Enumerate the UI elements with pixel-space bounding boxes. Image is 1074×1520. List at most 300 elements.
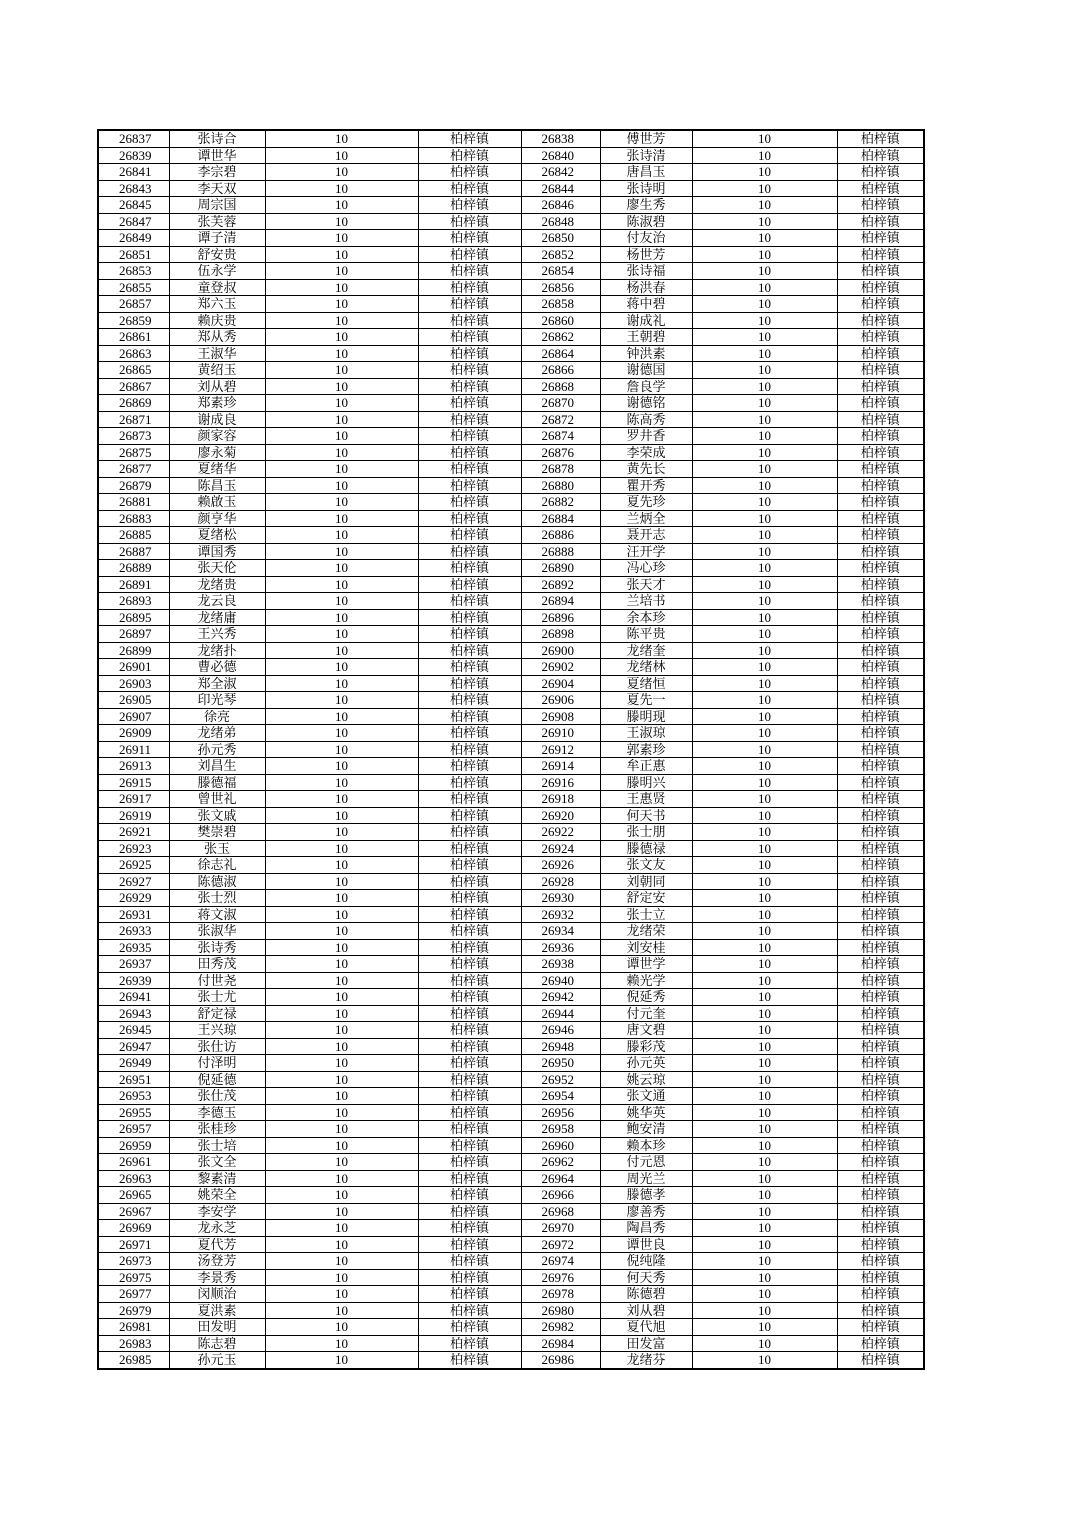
amount-cell: 10 (265, 1319, 418, 1336)
name-cell: 瞿开秀 (600, 477, 692, 494)
id-cell: 26841 (98, 164, 169, 181)
name-cell: 谢德国 (600, 362, 692, 379)
town-cell: 柏梓镇 (418, 279, 521, 296)
id-cell: 26839 (98, 147, 169, 164)
id-cell: 26912 (521, 741, 600, 758)
id-cell: 26982 (521, 1319, 600, 1336)
amount-cell: 10 (265, 1187, 418, 1204)
id-cell: 26893 (98, 593, 169, 610)
id-cell: 26847 (98, 213, 169, 230)
amount-cell: 10 (692, 774, 837, 791)
name-cell: 李景秀 (169, 1269, 265, 1286)
town-cell: 柏梓镇 (837, 510, 924, 527)
name-cell: 张士朋 (600, 824, 692, 841)
id-cell: 26845 (98, 197, 169, 214)
id-cell: 26899 (98, 642, 169, 659)
name-cell: 刘朝同 (600, 873, 692, 890)
id-cell: 26840 (521, 147, 600, 164)
name-cell: 鲍安清 (600, 1121, 692, 1138)
town-cell: 柏梓镇 (837, 1088, 924, 1105)
id-cell: 26874 (521, 428, 600, 445)
name-cell: 龙绪芬 (600, 1352, 692, 1369)
id-cell: 26915 (98, 774, 169, 791)
town-cell: 柏梓镇 (837, 246, 924, 263)
amount-cell: 10 (265, 527, 418, 544)
id-cell: 26975 (98, 1269, 169, 1286)
amount-cell: 10 (265, 279, 418, 296)
town-cell: 柏梓镇 (418, 642, 521, 659)
table-row (98, 1170, 924, 1187)
amount-cell: 10 (692, 1286, 837, 1303)
name-cell: 陈志碧 (169, 1335, 265, 1352)
name-cell: 张文全 (169, 1154, 265, 1171)
town-cell: 柏梓镇 (837, 477, 924, 494)
name-cell: 兰炳全 (600, 510, 692, 527)
amount-cell: 10 (692, 939, 837, 956)
table-row (98, 1335, 924, 1352)
name-cell: 余本珍 (600, 609, 692, 626)
amount-cell: 10 (692, 1038, 837, 1055)
town-cell: 柏梓镇 (837, 1220, 924, 1237)
id-cell: 26964 (521, 1170, 600, 1187)
town-cell: 柏梓镇 (837, 659, 924, 676)
id-cell: 26850 (521, 230, 600, 247)
id-cell: 26862 (521, 329, 600, 346)
name-cell: 王淑华 (169, 345, 265, 362)
name-cell: 张文友 (600, 857, 692, 874)
amount-cell: 10 (692, 626, 837, 643)
town-cell: 柏梓镇 (837, 378, 924, 395)
amount-cell: 10 (265, 708, 418, 725)
id-cell: 26909 (98, 725, 169, 742)
amount-cell: 10 (692, 477, 837, 494)
name-cell: 赖庆贵 (169, 312, 265, 329)
amount-cell: 10 (692, 708, 837, 725)
records-table (97, 129, 925, 1370)
amount-cell: 10 (692, 296, 837, 313)
table-row (98, 230, 924, 247)
table-row (98, 494, 924, 511)
id-cell: 26985 (98, 1352, 169, 1369)
id-cell: 26961 (98, 1154, 169, 1171)
id-cell: 26939 (98, 972, 169, 989)
town-cell: 柏梓镇 (418, 296, 521, 313)
name-cell: 蒋中碧 (600, 296, 692, 313)
town-cell: 柏梓镇 (837, 1187, 924, 1204)
table-row (98, 329, 924, 346)
town-cell: 柏梓镇 (418, 758, 521, 775)
name-cell: 陶昌秀 (600, 1220, 692, 1237)
town-cell: 柏梓镇 (837, 213, 924, 230)
name-cell: 李德玉 (169, 1104, 265, 1121)
table-row (98, 197, 924, 214)
name-cell: 谭国秀 (169, 543, 265, 560)
town-cell: 柏梓镇 (837, 296, 924, 313)
town-cell: 柏梓镇 (418, 1022, 521, 1039)
name-cell: 詹良学 (600, 378, 692, 395)
id-cell: 26920 (521, 807, 600, 824)
amount-cell: 10 (692, 1253, 837, 1270)
name-cell: 兰培书 (600, 593, 692, 610)
amount-cell: 10 (692, 1319, 837, 1336)
name-cell: 付世尧 (169, 972, 265, 989)
table-row (98, 1121, 924, 1138)
town-cell: 柏梓镇 (418, 857, 521, 874)
table-row (98, 296, 924, 313)
table-row (98, 428, 924, 445)
table-row (98, 1088, 924, 1105)
amount-cell: 10 (692, 230, 837, 247)
amount-cell: 10 (265, 609, 418, 626)
amount-cell: 10 (692, 1154, 837, 1171)
amount-cell: 10 (265, 444, 418, 461)
amount-cell: 10 (692, 675, 837, 692)
town-cell: 柏梓镇 (418, 807, 521, 824)
amount-cell: 10 (265, 824, 418, 841)
amount-cell: 10 (692, 741, 837, 758)
id-cell: 26983 (98, 1335, 169, 1352)
amount-cell: 10 (265, 1203, 418, 1220)
id-cell: 26865 (98, 362, 169, 379)
town-cell: 柏梓镇 (837, 494, 924, 511)
town-cell: 柏梓镇 (418, 494, 521, 511)
name-cell: 张诗合 (169, 130, 265, 147)
amount-cell: 10 (265, 1055, 418, 1072)
name-cell: 谢成良 (169, 411, 265, 428)
amount-cell: 10 (265, 989, 418, 1006)
id-cell: 26854 (521, 263, 600, 280)
town-cell: 柏梓镇 (418, 741, 521, 758)
table-row (98, 824, 924, 841)
town-cell: 柏梓镇 (418, 1104, 521, 1121)
amount-cell: 10 (692, 609, 837, 626)
town-cell: 柏梓镇 (837, 560, 924, 577)
amount-cell: 10 (265, 543, 418, 560)
table-row (98, 378, 924, 395)
amount-cell: 10 (692, 758, 837, 775)
town-cell: 柏梓镇 (837, 989, 924, 1006)
amount-cell: 10 (265, 1088, 418, 1105)
amount-cell: 10 (692, 1352, 837, 1369)
town-cell: 柏梓镇 (837, 593, 924, 610)
town-cell: 柏梓镇 (418, 1121, 521, 1138)
town-cell: 柏梓镇 (837, 1203, 924, 1220)
town-cell: 柏梓镇 (837, 345, 924, 362)
amount-cell: 10 (692, 1022, 837, 1039)
table-row (98, 626, 924, 643)
name-cell: 聂开志 (600, 527, 692, 544)
id-cell: 26886 (521, 527, 600, 544)
id-cell: 26930 (521, 890, 600, 907)
amount-cell: 10 (265, 395, 418, 412)
name-cell: 舒定安 (600, 890, 692, 907)
id-cell: 26923 (98, 840, 169, 857)
id-cell: 26877 (98, 461, 169, 478)
amount-cell: 10 (692, 576, 837, 593)
table-row (98, 1038, 924, 1055)
table-row (98, 972, 924, 989)
town-cell: 柏梓镇 (837, 923, 924, 940)
town-cell: 柏梓镇 (418, 659, 521, 676)
town-cell: 柏梓镇 (418, 560, 521, 577)
name-cell: 张桂珍 (169, 1121, 265, 1138)
id-cell: 26892 (521, 576, 600, 593)
id-cell: 26864 (521, 345, 600, 362)
amount-cell: 10 (265, 1170, 418, 1187)
town-cell: 柏梓镇 (837, 774, 924, 791)
name-cell: 罗井香 (600, 428, 692, 445)
town-cell: 柏梓镇 (837, 362, 924, 379)
name-cell: 倪延秀 (600, 989, 692, 1006)
id-cell: 26974 (521, 1253, 600, 1270)
town-cell: 柏梓镇 (418, 675, 521, 692)
name-cell: 黄绍玉 (169, 362, 265, 379)
amount-cell: 10 (692, 345, 837, 362)
amount-cell: 10 (692, 510, 837, 527)
town-cell: 柏梓镇 (837, 1022, 924, 1039)
name-cell: 滕德孝 (600, 1187, 692, 1204)
town-cell: 柏梓镇 (418, 130, 521, 147)
table-row (98, 510, 924, 527)
name-cell: 黄先长 (600, 461, 692, 478)
amount-cell: 10 (692, 1055, 837, 1072)
id-cell: 26902 (521, 659, 600, 676)
amount-cell: 10 (692, 1137, 837, 1154)
name-cell: 孙元秀 (169, 741, 265, 758)
amount-cell: 10 (692, 164, 837, 181)
name-cell: 曹必德 (169, 659, 265, 676)
amount-cell: 10 (265, 213, 418, 230)
town-cell: 柏梓镇 (837, 230, 924, 247)
id-cell: 26868 (521, 378, 600, 395)
amount-cell: 10 (692, 362, 837, 379)
town-cell: 柏梓镇 (837, 890, 924, 907)
town-cell: 柏梓镇 (837, 411, 924, 428)
id-cell: 26921 (98, 824, 169, 841)
amount-cell: 10 (692, 147, 837, 164)
town-cell: 柏梓镇 (837, 263, 924, 280)
name-cell: 滕彩茂 (600, 1038, 692, 1055)
name-cell: 谢成礼 (600, 312, 692, 329)
amount-cell: 10 (265, 642, 418, 659)
amount-cell: 10 (265, 378, 418, 395)
town-cell: 柏梓镇 (837, 312, 924, 329)
town-cell: 柏梓镇 (837, 1137, 924, 1154)
town-cell: 柏梓镇 (418, 1220, 521, 1237)
id-cell: 26965 (98, 1187, 169, 1204)
town-cell: 柏梓镇 (837, 1335, 924, 1352)
name-cell: 郑素珍 (169, 395, 265, 412)
amount-cell: 10 (692, 395, 837, 412)
id-cell: 26855 (98, 279, 169, 296)
name-cell: 刘安桂 (600, 939, 692, 956)
amount-cell: 10 (692, 1170, 837, 1187)
town-cell: 柏梓镇 (418, 791, 521, 808)
town-cell: 柏梓镇 (418, 1071, 521, 1088)
id-cell: 26869 (98, 395, 169, 412)
id-cell: 26944 (521, 1005, 600, 1022)
id-cell: 26934 (521, 923, 600, 940)
name-cell: 夏代芳 (169, 1236, 265, 1253)
table-row (98, 362, 924, 379)
id-cell: 26954 (521, 1088, 600, 1105)
amount-cell: 10 (692, 1220, 837, 1237)
town-cell: 柏梓镇 (418, 345, 521, 362)
table-row (98, 1319, 924, 1336)
id-cell: 26843 (98, 180, 169, 197)
town-cell: 柏梓镇 (418, 543, 521, 560)
id-cell: 26962 (521, 1154, 600, 1171)
table-row (98, 543, 924, 560)
amount-cell: 10 (692, 1088, 837, 1105)
amount-cell: 10 (692, 1005, 837, 1022)
name-cell: 谢德铭 (600, 395, 692, 412)
table-row (98, 312, 924, 329)
id-cell: 26880 (521, 477, 600, 494)
id-cell: 26926 (521, 857, 600, 874)
amount-cell: 10 (692, 857, 837, 874)
town-cell: 柏梓镇 (837, 725, 924, 742)
table-row (98, 741, 924, 758)
town-cell: 柏梓镇 (418, 1055, 521, 1072)
table-row (98, 939, 924, 956)
id-cell: 26967 (98, 1203, 169, 1220)
table-row (98, 527, 924, 544)
town-cell: 柏梓镇 (837, 576, 924, 593)
name-cell: 蒋文淑 (169, 906, 265, 923)
amount-cell: 10 (692, 263, 837, 280)
id-cell: 26907 (98, 708, 169, 725)
amount-cell: 10 (265, 1005, 418, 1022)
amount-cell: 10 (265, 923, 418, 940)
id-cell: 26984 (521, 1335, 600, 1352)
name-cell: 陈德碧 (600, 1286, 692, 1303)
id-cell: 26858 (521, 296, 600, 313)
id-cell: 26863 (98, 345, 169, 362)
town-cell: 柏梓镇 (418, 1335, 521, 1352)
amount-cell: 10 (265, 692, 418, 709)
amount-cell: 10 (265, 758, 418, 775)
amount-cell: 10 (692, 1203, 837, 1220)
id-cell: 26856 (521, 279, 600, 296)
id-cell: 26977 (98, 1286, 169, 1303)
town-cell: 柏梓镇 (837, 675, 924, 692)
amount-cell: 10 (692, 1187, 837, 1204)
amount-cell: 10 (265, 1269, 418, 1286)
amount-cell: 10 (692, 1121, 837, 1138)
amount-cell: 10 (265, 428, 418, 445)
name-cell: 龙绪庸 (169, 609, 265, 626)
amount-cell: 10 (692, 213, 837, 230)
name-cell: 张诗清 (600, 147, 692, 164)
town-cell: 柏梓镇 (837, 741, 924, 758)
town-cell: 柏梓镇 (837, 1319, 924, 1336)
town-cell: 柏梓镇 (418, 609, 521, 626)
amount-cell: 10 (265, 147, 418, 164)
id-cell: 26884 (521, 510, 600, 527)
town-cell: 柏梓镇 (418, 576, 521, 593)
id-cell: 26925 (98, 857, 169, 874)
name-cell: 张士培 (169, 1137, 265, 1154)
amount-cell: 10 (265, 906, 418, 923)
name-cell: 李荣成 (600, 444, 692, 461)
name-cell: 张文戚 (169, 807, 265, 824)
town-cell: 柏梓镇 (418, 147, 521, 164)
town-cell: 柏梓镇 (418, 1203, 521, 1220)
id-cell: 26900 (521, 642, 600, 659)
amount-cell: 10 (265, 296, 418, 313)
town-cell: 柏梓镇 (418, 477, 521, 494)
name-cell: 陈高秀 (600, 411, 692, 428)
id-cell: 26838 (521, 130, 600, 147)
amount-cell: 10 (692, 824, 837, 841)
amount-cell: 10 (265, 791, 418, 808)
name-cell: 王朝碧 (600, 329, 692, 346)
amount-cell: 10 (265, 873, 418, 890)
amount-cell: 10 (265, 741, 418, 758)
id-cell: 26914 (521, 758, 600, 775)
id-cell: 26927 (98, 873, 169, 890)
town-cell: 柏梓镇 (837, 807, 924, 824)
town-cell: 柏梓镇 (418, 1137, 521, 1154)
name-cell: 刘从碧 (600, 1302, 692, 1319)
id-cell: 26948 (521, 1038, 600, 1055)
id-cell: 26946 (521, 1022, 600, 1039)
name-cell: 徐志礼 (169, 857, 265, 874)
id-cell: 26875 (98, 444, 169, 461)
id-cell: 26901 (98, 659, 169, 676)
town-cell: 柏梓镇 (418, 263, 521, 280)
town-cell: 柏梓镇 (418, 1187, 521, 1204)
id-cell: 26866 (521, 362, 600, 379)
id-cell: 26945 (98, 1022, 169, 1039)
amount-cell: 10 (265, 164, 418, 181)
name-cell: 龙绪奎 (600, 642, 692, 659)
name-cell: 伍永学 (169, 263, 265, 280)
town-cell: 柏梓镇 (837, 642, 924, 659)
amount-cell: 10 (692, 807, 837, 824)
id-cell: 26872 (521, 411, 600, 428)
name-cell: 何天书 (600, 807, 692, 824)
amount-cell: 10 (692, 494, 837, 511)
table-row (98, 213, 924, 230)
town-cell: 柏梓镇 (837, 1302, 924, 1319)
town-cell: 柏梓镇 (418, 1319, 521, 1336)
town-cell: 柏梓镇 (418, 824, 521, 841)
name-cell: 陈昌玉 (169, 477, 265, 494)
name-cell: 张玉 (169, 840, 265, 857)
table-row (98, 180, 924, 197)
amount-cell: 10 (265, 494, 418, 511)
name-cell: 刘从碧 (169, 378, 265, 395)
amount-cell: 10 (265, 345, 418, 362)
id-cell: 26955 (98, 1104, 169, 1121)
id-cell: 26959 (98, 1137, 169, 1154)
id-cell: 26953 (98, 1088, 169, 1105)
town-cell: 柏梓镇 (418, 989, 521, 1006)
town-cell: 柏梓镇 (837, 164, 924, 181)
table-row (98, 1187, 924, 1204)
id-cell: 26957 (98, 1121, 169, 1138)
id-cell: 26919 (98, 807, 169, 824)
town-cell: 柏梓镇 (418, 378, 521, 395)
id-cell: 26888 (521, 543, 600, 560)
town-cell: 柏梓镇 (837, 906, 924, 923)
town-cell: 柏梓镇 (418, 510, 521, 527)
amount-cell: 10 (692, 593, 837, 610)
amount-cell: 10 (265, 1236, 418, 1253)
id-cell: 26973 (98, 1253, 169, 1270)
